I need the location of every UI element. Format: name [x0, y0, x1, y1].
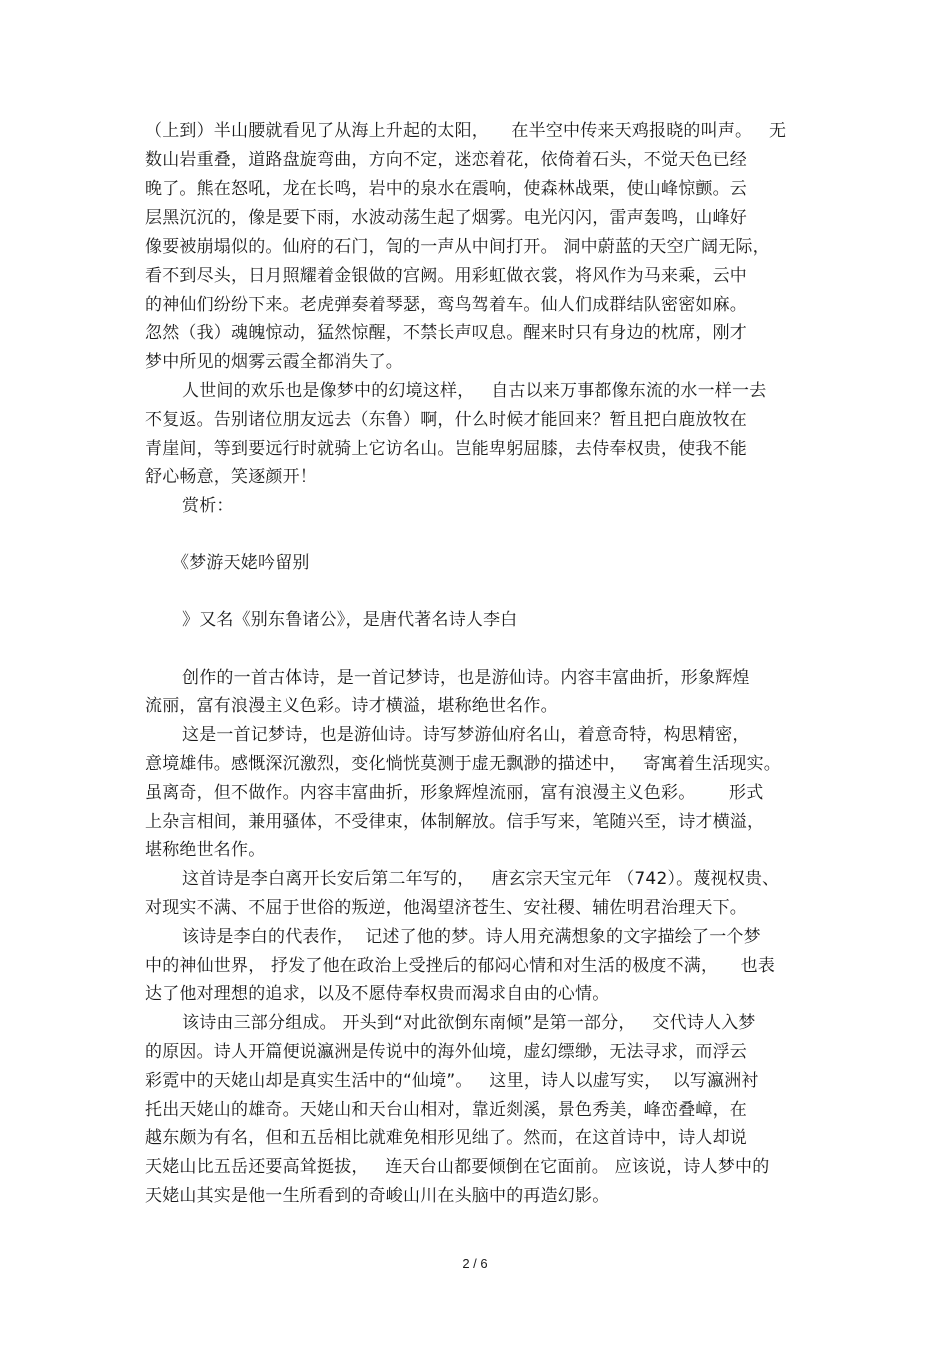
text-line: 不复返。告别诸位朋友远去（东鲁）啊，什么时候才能回来？暂且把白鹿放牧在 [145, 410, 747, 430]
text-line: 上杂言相间，兼用骚体，不受律束，体制解放。信手写来，笔随兴至，诗才横溢， [145, 812, 765, 832]
text-line: 创作的一首古体诗，是一首记梦诗，也是游仙诗。内容丰富曲折，形象辉煌 [182, 668, 750, 688]
text-line: 舒心畅意，笑逐颜开！ [145, 467, 317, 487]
text-line: 青崖间，等到要远行时就骑上它访名山。岂能卑躬屈膝，去侍奉权贵，使我不能 [145, 439, 747, 459]
text-line: 对现实不满、不屈于世俗的叛逆，他渴望济苍生、安社稷、辅佐明君治理天下。 [145, 898, 747, 918]
text-line: 这首诗是李白离开长安后第二年写的， 唐玄宗天宝元年 （742）。蔑视权贵、 [182, 869, 780, 889]
text-line: 像要被崩塌似的。仙府的石门，訇的一声从中间打开。 洞中蔚蓝的天空广阔无际， [145, 237, 770, 257]
text-line: 达了他对理想的追求，以及不愿侍奉权贵而渴求自由的心情。 [145, 984, 610, 1004]
text-line: 堪称绝世名作。 [145, 840, 266, 860]
page-number: 2 / 6 [462, 1256, 488, 1271]
text-line: 忽然（我）魂魄惊动，猛然惊醒，不禁长声叹息。醒来时只有身边的枕席，刚才 [145, 323, 747, 343]
text-line: 看不到尽头，日月照耀着金银做的宫阙。用彩虹做衣裳，将风作为马来乘，云中 [145, 266, 747, 286]
text-line: 天姥山比五岳还要高耸挺拔， 连天台山都要倾倒在它面前。 应该说，诗人梦中的 [145, 1157, 770, 1177]
text-line: 的原因。诗人开篇便说瀛洲是传说中的海外仙境，虚幻缥缈，无法寻求，而浮云 [145, 1042, 747, 1062]
text-line: 中的神仙世界， 抒发了他在政治上受挫后的郁闷心情和对生活的极度不满， 也表 [145, 956, 776, 976]
text-line: 该诗由三部分组成。 开头到“对此欲倒东南倾”是第一部分， 交代诗人入梦 [182, 1013, 756, 1033]
text-line: 这是一首记梦诗，也是游仙诗。诗写梦游仙府名山，着意奇特，构思精密， [182, 725, 750, 745]
text-line: 晚了。熊在怒吼，龙在长鸣，岩中的泉水在震响，使森林战栗，使山峰惊颤。云 [145, 179, 747, 199]
text-line: 梦中所见的烟雾云霞全都消失了。 [145, 352, 403, 372]
text-line: 越东颇为有名，但和五岳相比就难免相形见绌了。然而，在这首诗中，诗人却说 [145, 1128, 747, 1148]
section-heading: 赏析： [182, 496, 234, 516]
text-line: 托出天姥山的雄奇。天姥山和天台山相对，靠近剡溪，景色秀美，峰峦叠嶂，在 [145, 1100, 747, 1120]
text-line: 天姥山其实是他一生所看到的奇峻山川在头脑中的再造幻影。 [145, 1186, 610, 1206]
text-line: 虽离奇，但不做作。内容丰富曲折，形象辉煌流丽，富有浪漫主义色彩。 形式 [145, 783, 764, 803]
text-line: （上到）半山腰就看见了从海上升起的太阳， 在半空中传来天鸡报晓的叫声。 无 [145, 121, 787, 141]
text-line: 》又名《别东鲁诸公》，是唐代著名诗人李白 [182, 610, 518, 630]
text-line: 数山岩重叠，道路盘旋弯曲，方向不定，迷恋着花，依倚着石头，不觉天色已经 [145, 150, 747, 170]
text-line: 的神仙们纷纷下来。老虎弹奏着琴瑟，鸾鸟驾着车。仙人们成群结队密密如麻。 [145, 295, 747, 315]
text-line: 流丽，富有浪漫主义色彩。诗才横溢，堪称绝世名作。 [145, 696, 558, 716]
text-line: 意境雄伟。感慨深沉激烈，变化惝恍莫测于虚无飘渺的描述中， 寄寓着生活现实。 [145, 754, 782, 774]
text-line: 层黑沉沉的，像是要下雨，水波动荡生起了烟雾。电光闪闪，雷声轰鸣，山峰好 [145, 208, 747, 228]
text-line: 彩霓中的天姥山却是真实生活中的“仙境”。 这里，诗人以虚写实， 以写瀛洲衬 [145, 1071, 759, 1091]
text-line: 《梦游天姥吟留别 [172, 553, 310, 573]
text-line: 该诗是李白的代表作， 记述了他的梦。诗人用充满想象的文字描绘了一个梦 [182, 927, 761, 947]
text-line: 人世间的欢乐也是像梦中的幻境这样， 自古以来万事都像东流的水一样一去 [182, 381, 767, 401]
